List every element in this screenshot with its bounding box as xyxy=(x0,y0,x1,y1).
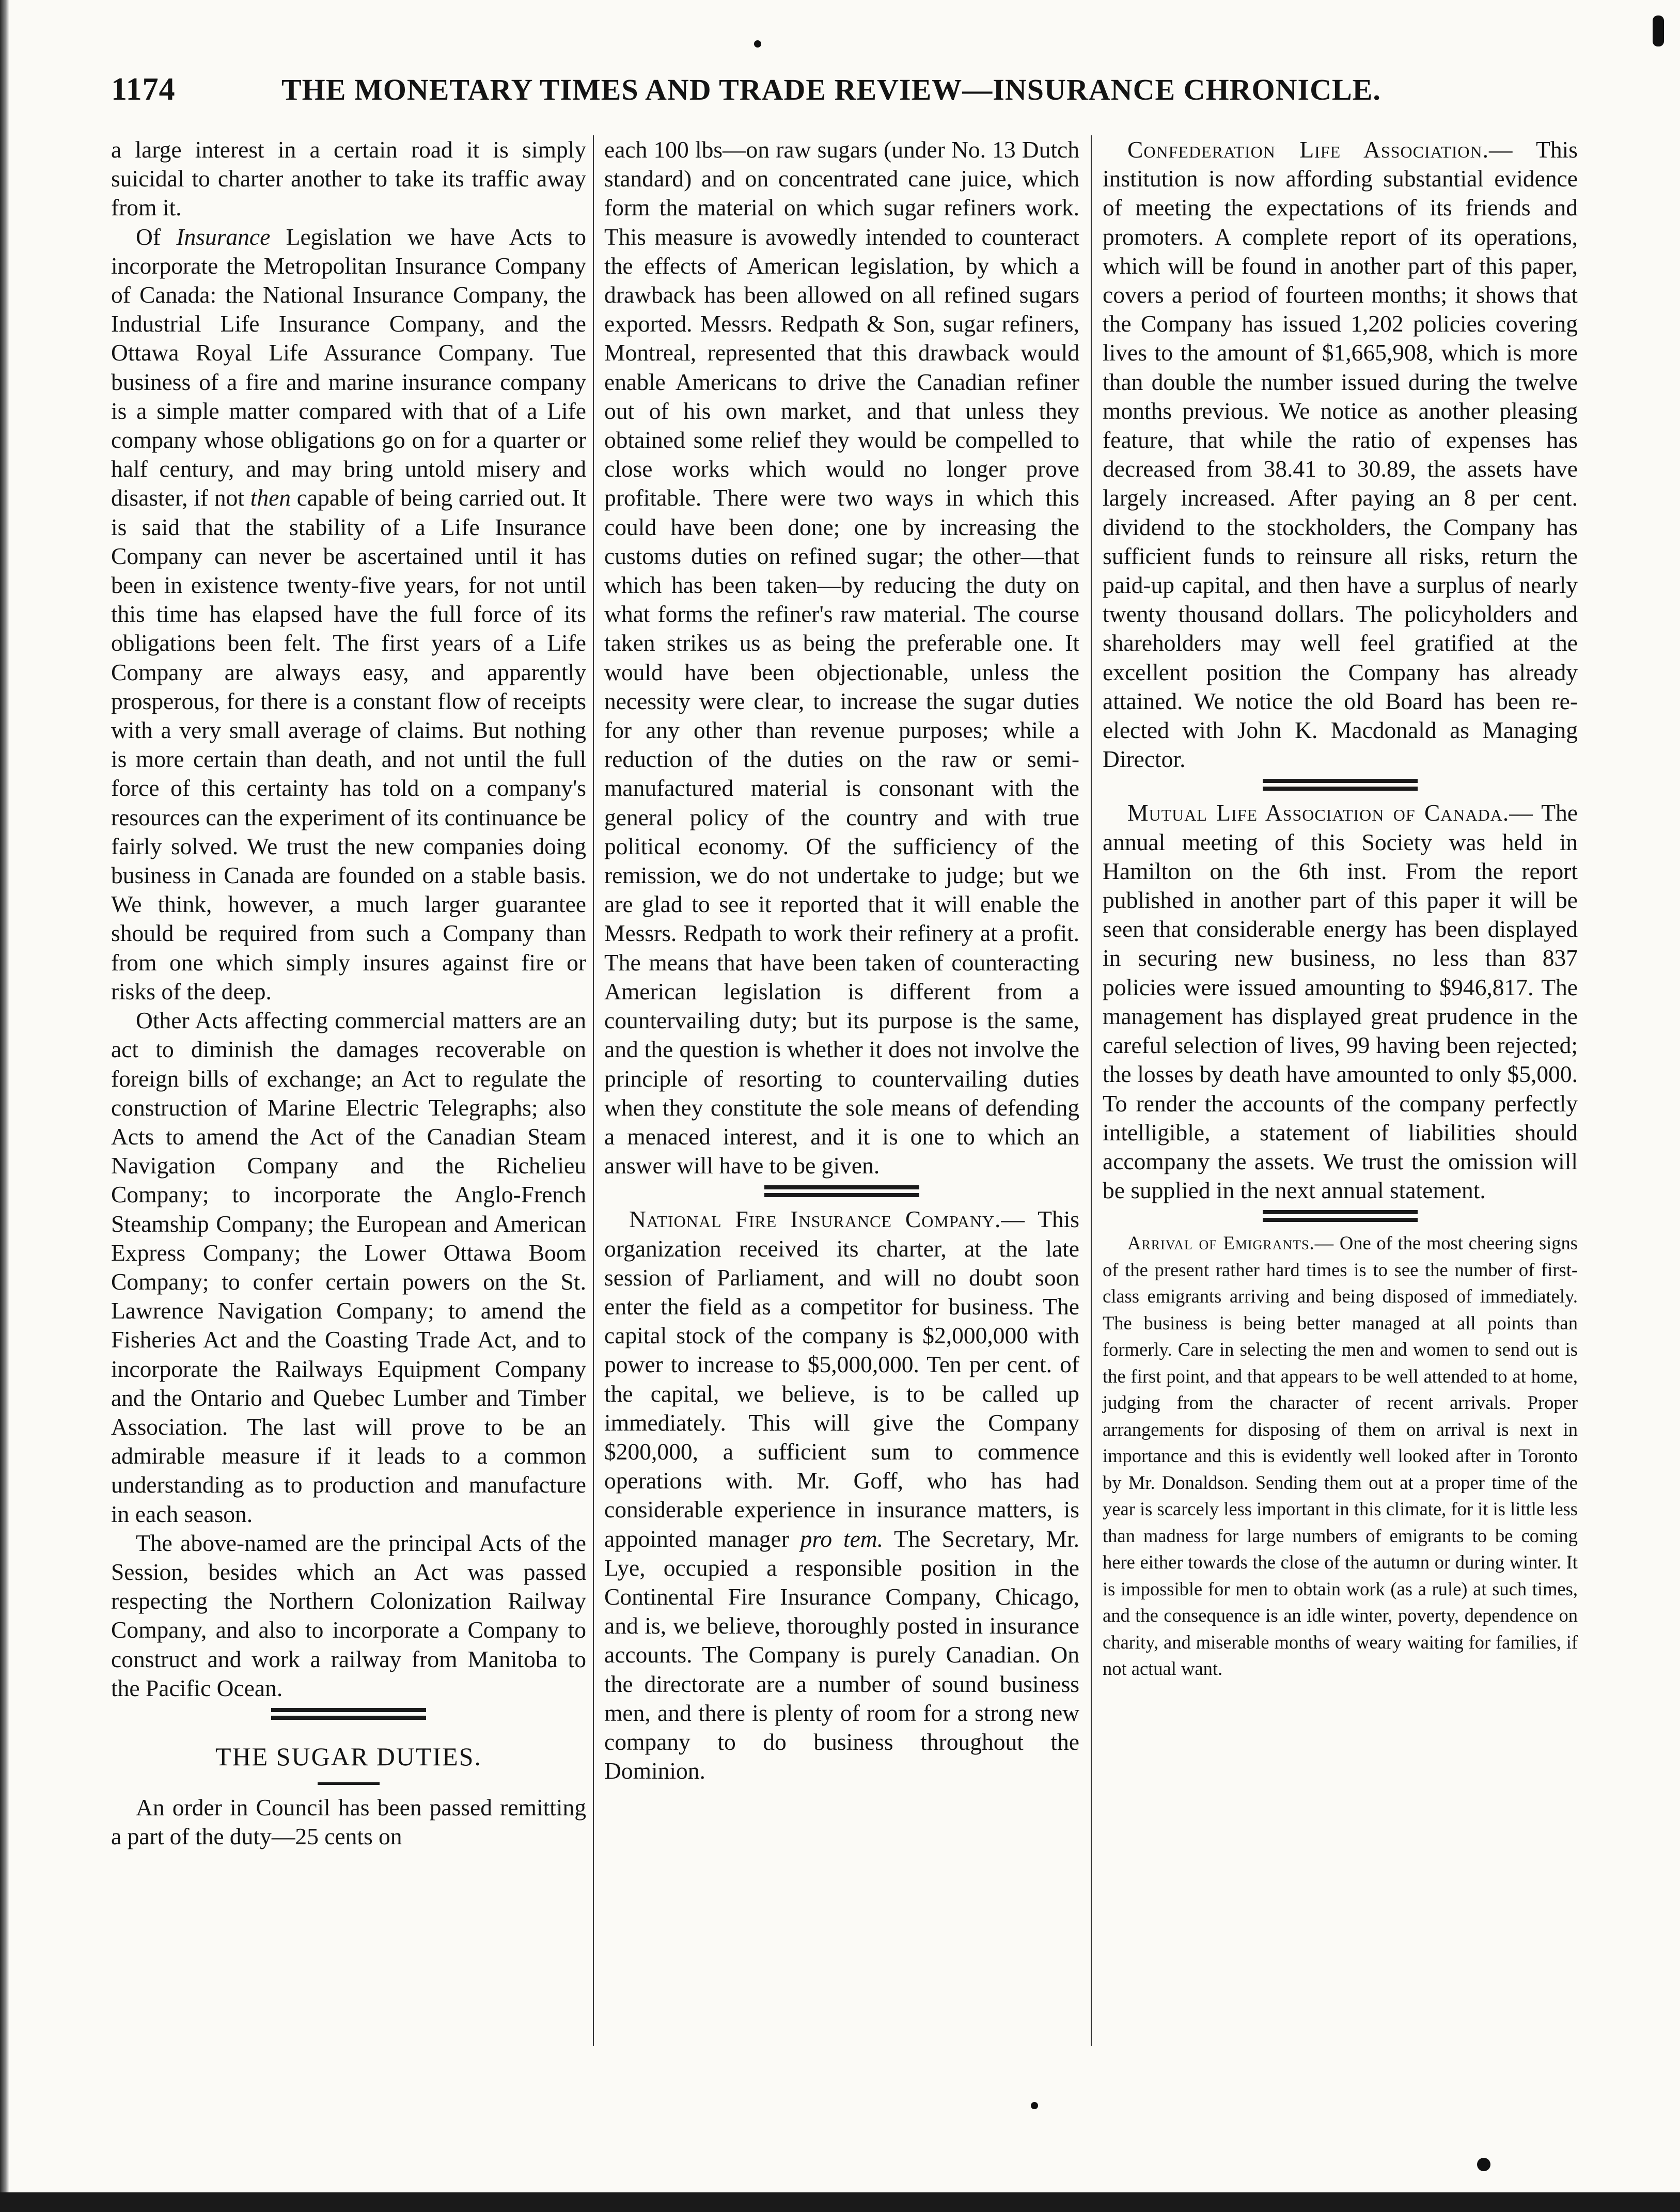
article-heading: Arrival of Emigrants.— xyxy=(1127,1232,1334,1254)
section-rule xyxy=(1103,1205,1578,1230)
heading-rule xyxy=(318,1782,380,1785)
paragraph: An order in Council has been passed remitting a part of the duty—25 cents on xyxy=(111,1794,586,1850)
paragraph: a large interest in a certain road it is simply suicidal to charter another to take its traffic away from it. xyxy=(111,136,586,221)
paragraph: National Fire Insurance Company.— This organization received its charter, at the late session of Parliament, and will no doubt soon enter the field as a competitor for business. The capital stock of the company is $2,000,000 with power to increase to $5,000,000. Ten per cent. of the capital, we believe, is to be called up immediately. This will give the Company $200,000, a sufficient sum to commence operations with. Mr. Goff, who has had considerable experience in insurance matters, is appointed manager pro tem. The Secretary, Mr. Lye, occupied a responsible position in the Continental Fire Insurance Company, Chicago, and is, we believe, thoroughly posted in insurance accounts. The Company is purely Canadian. On the directorate are a number of sound business men, and there is plenty of room for a strong new company to do business throughout the Dominion. xyxy=(604,1206,1079,1784)
print-dot xyxy=(1031,2102,1038,2109)
section-rule xyxy=(1103,774,1578,798)
section-rule xyxy=(111,1703,586,1728)
article-heading: Mutual Life Association of Canada.— xyxy=(1127,799,1533,826)
paragraph: The above-named are the principal Acts of the Session, besides which an Act was passed respecting the Northern Colonization Railway Company, and also to incorporate a Company to construct and work a railway from Manitoba to the Pacific Ocean. xyxy=(111,1529,586,1701)
print-dot xyxy=(1653,15,1664,46)
paragraph: Mutual Life Association of Canada.— The annual meeting of this Society was held in Hamilton on the 6th inst. From the report published in another part of this paper it will be seen that considerable energy has been displayed in securing new business, no less than 837 policies were issued amounting to $946,817. The management has displayed great prudence in the careful selection of lives, 99 having been rejected; the losses by death have amounted to only $5,000. To render the accounts of the company perfectly intelligible, a statement of liabilities should accompany the assets. We trust the omission will be supplied in the next annual statement. xyxy=(1103,799,1578,1204)
paragraph: Confederation Life Association.— This institution is now affording substantial evidence of meeting the expectations of its friends and promoters. A complete report of its operations, which will be found in another part of this paper, covers a period of fourteen months; it shows that the Company has issued 1,202 policies covering lives to the amount of $1,665,908, which is more than double the number issued during the twelve months previous. We notice as another pleasing feature, that while the ratio of expenses has decreased from 38.41 to 30.89, the assets have largely increased. After paying an 8 per cent. dividend to the stockholders, the Company has sufficient funds to reinsure all risks, return the paid-up capital, and then have a surplus of nearly twenty thousand dollars. The policyholders and shareholders may well feel gratified at the excellent position the Company has already attained. We notice the old Board has been re-elected with John K. Macdonald as Managing Director. xyxy=(1103,136,1578,773)
page-number: 1174 xyxy=(111,72,176,107)
scan-bottom-edge xyxy=(0,2192,1680,2212)
page-header xyxy=(111,71,1635,118)
italic-text: then xyxy=(250,484,291,511)
paragraph: Of Insurance Legislation we have Acts to incorporate the Metropolitan Insurance Company of Canada: the National Insurance Company, the Industrial Life Insurance Company, and the Ottawa Royal Life Assurance Company. Tue business of a fire and marine insurance company is a simple matter compared with that of a Life company whose obligations go on for a quarter or half century, and may bring untold misery and disaster, if not then capable of being carried out. It is said that the stability of a Life Insurance Company can never be ascertained until it has been in existence twenty-five years, for not until this time has elapsed have the full force of its obligations been felt. The first years of a Life Company are always easy, and apparently prosperous, for there is a constant flow of receipts with a very small average of claims. But nothing is more certain than death, and not until the full force of this certainty has told on a company's resources can the experiment of its continuance be fairly solved. We trust the new companies doing business in Canada are founded on a stable basis. We think, however, a much larger guarantee should be required from such a Company than from one which simply insures against fire or risks of the deep. xyxy=(111,223,586,1005)
section-rule xyxy=(604,1180,1079,1205)
paragraph: Arrival of Emigrants.— One of the most cheering signs of the present rather hard times is to see the number of first-class emigrants arriving and being disposed of immediately. The business is being better managed at all points than formerly. Care in selecting the men and women to send out is the first point, and that appears to be well attended to at home, judging from the character of recent arrivals. Proper arrangements for disposing of them on arrival is next in importance and this is evidently well looked after in Toronto by Mr. Donaldson. Sending them out at a proper time of the year is scarcely less important in this climate, for it is little less than madness for large numbers of emigrants to be coming here either towards the close of the autumn or during winter. It is impossible for men to obtain work (as a rule) at such times, and the consequence is an idle winter, poverty, dependence on charity, and miserable months of weary waiting for families, if not actual want. xyxy=(1103,1232,1578,1680)
paragraph: Other Acts affecting commercial matters are an act to diminish the damages recoverable on foreign bills of exchange; an Act to regulate the construction of Marine Electric Telegraphs; also Acts to amend the Act of the Canadian Steam Navigation Company and the Richelieu Company; to incorporate the Anglo-French Steamship Company; the European and American Express Company; the Lower Ottawa Boom Company; to confer certain powers on the St. Lawrence Navigation Company; to amend the Fisheries Act and the Coasting Trade Act, and to incorporate the Railways Equipment Company and the Ontario and Quebec Lumber and Timber Association. The last will prove to be an admirable measure if it leads to a common understanding as to production and manufacture in each season. xyxy=(111,1007,586,1527)
section-heading: THE SUGAR DUTIES. xyxy=(215,1742,482,1771)
print-dot xyxy=(754,40,761,48)
print-dot xyxy=(1477,2158,1490,2171)
page-spine-edge xyxy=(0,0,9,2212)
paragraph: each 100 lbs—on raw sugars (under No. 13 Dutch standard) and on concentrated cane juice, which form the material on which sugar refiners work. This measure is avowedly intended to counteract the effects of American legislation, by which a drawback has been allowed on all refined sugars exported. Messrs. Redpath & Son, sugar refiners, Montreal, represented that this drawback would enable Americans to drive the Canadian refiner out of his own market, and that unless they obtained some relief they would be compelled to close works which would no longer prove profitable. There were two ways in which this could have been done; one by increasing the customs duties on refined sugar; the other—that which has been taken—by reducing the duty on what forms the refiner's raw material. The course taken strikes us as being the preferable one. It would have been objectionable, unless the necessity were clear, to increase the sugar duties for any other than revenue purposes; while a reduction of the duties on the raw or semi-manufactured material is consonant with the general policy of the country and with true political economy. Of the sufficiency of the remission, we do not undertake to judge; but we are glad to see it reported that it will enable the Messrs. Redpath to work their refinery at a profit. The means that have been taken of counteracting American legislation is different from a countervailing duty; but its purpose is the same, and the question is whether it does not involve the principle of resorting to countervailing duties when they constitute the sole means of defending a menaced interest, and it is one to which an answer will have to be given. xyxy=(604,136,1079,1179)
italic-text: Insurance xyxy=(176,223,271,250)
article-heading: Confederation Life Association.— xyxy=(1127,136,1513,163)
column-1 xyxy=(111,135,586,1852)
publication-title: THE MONETARY TIMES AND TRADE REVIEW—INSURANCE CHRONICLE. xyxy=(281,73,1381,106)
column-2 xyxy=(604,135,1079,1785)
article-heading: National Fire Insurance Company.— xyxy=(629,1206,1025,1233)
italic-text: pro tem. xyxy=(800,1525,884,1552)
column-divider xyxy=(593,135,594,2046)
column-3 xyxy=(1103,135,1578,1682)
column-divider xyxy=(1091,135,1092,2046)
